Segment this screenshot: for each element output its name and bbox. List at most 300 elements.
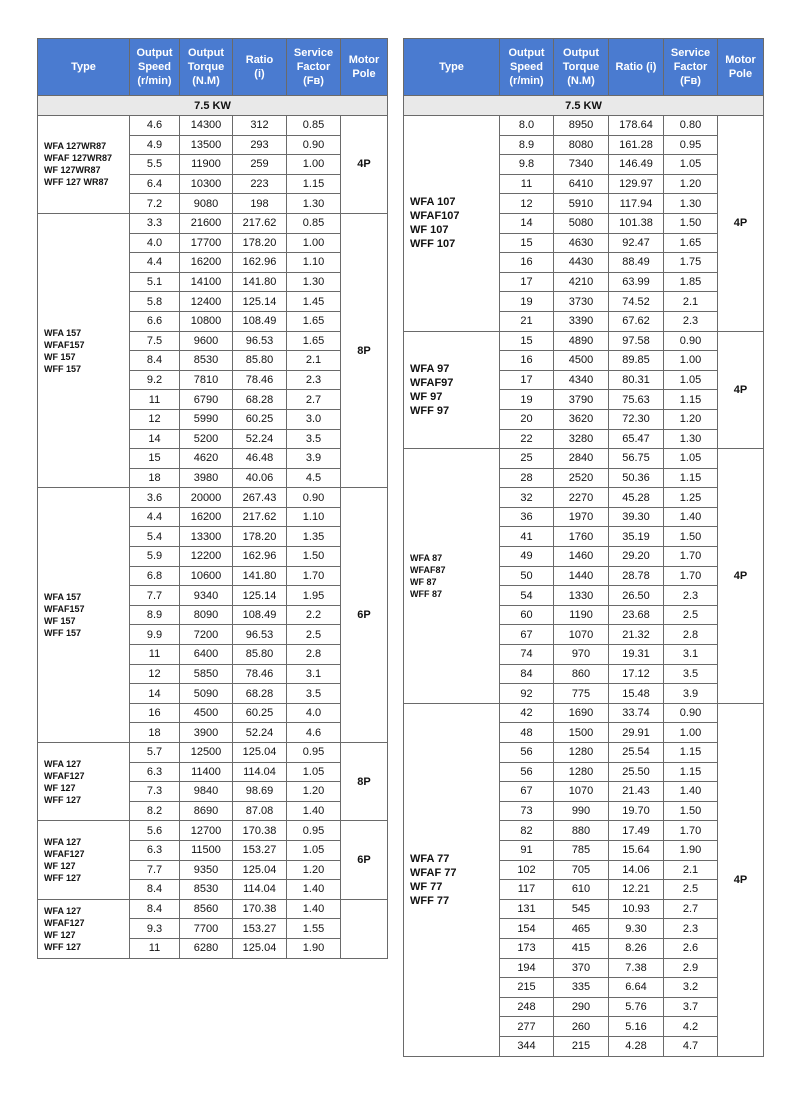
output-speed-cell: 11 [130, 938, 180, 958]
ratio-cell: 178.64 [609, 116, 664, 136]
output-torque-cell: 8560 [180, 899, 233, 919]
output-torque-cell: 21600 [180, 213, 233, 233]
output-speed-cell: 215 [500, 978, 554, 998]
output-speed-cell: 12 [130, 664, 180, 684]
service-factor-cell: 1.45 [287, 292, 341, 312]
output-torque-cell: 6400 [180, 645, 233, 665]
col-header-torque: Output Torque (N.M) [554, 39, 609, 96]
output-speed-cell: 9.8 [500, 155, 554, 175]
ratio-cell: 17.12 [609, 664, 664, 684]
model-name: WFA 127 [44, 837, 82, 848]
model-name: WFF 107 [410, 238, 456, 251]
service-factor-cell: 1.20 [664, 174, 718, 194]
service-factor-cell: 1.15 [664, 390, 718, 410]
model-type-cell [404, 116, 500, 332]
spec-table-left [37, 38, 388, 959]
ratio-cell: 46.48 [233, 449, 287, 469]
model-name: WF 127 [44, 861, 76, 872]
ratio-cell: 78.46 [233, 664, 287, 684]
output-torque-cell: 1330 [554, 586, 609, 606]
output-speed-cell: 19 [500, 390, 554, 410]
output-speed-cell: 14 [500, 213, 554, 233]
output-torque-cell: 880 [554, 821, 609, 841]
service-factor-cell: 1.25 [664, 488, 718, 508]
service-factor-cell: 1.70 [664, 566, 718, 586]
output-speed-cell: 17 [500, 272, 554, 292]
table-row [404, 116, 764, 136]
ratio-cell: 6.64 [609, 978, 664, 998]
output-torque-cell: 6790 [180, 390, 233, 410]
motor-pole-cell: 4P [718, 703, 764, 1056]
service-factor-cell: 1.05 [664, 449, 718, 469]
output-torque-cell: 3280 [554, 429, 609, 449]
ratio-cell: 129.97 [609, 174, 664, 194]
ratio-cell: 80.31 [609, 370, 664, 390]
service-factor-cell: 1.40 [664, 507, 718, 527]
service-factor-cell: 1.15 [287, 174, 341, 194]
service-factor-cell: 1.00 [287, 233, 341, 253]
service-factor-cell: 1.15 [664, 468, 718, 488]
service-factor-cell: 2.5 [664, 880, 718, 900]
model-name: WFAF127 [44, 849, 85, 860]
service-factor-cell: 1.10 [287, 507, 341, 527]
service-factor-cell: 4.6 [287, 723, 341, 743]
service-factor-cell: 2.8 [287, 645, 341, 665]
ratio-cell: 108.49 [233, 605, 287, 625]
model-name: WFA 157 [44, 327, 82, 338]
output-torque-cell: 11900 [180, 155, 233, 175]
output-speed-cell: 12 [130, 409, 180, 429]
output-torque-cell: 970 [554, 645, 609, 665]
model-name: WF 97 [410, 390, 443, 403]
output-speed-cell: 5.1 [130, 272, 180, 292]
output-torque-cell: 3620 [554, 409, 609, 429]
service-factor-cell: 1.35 [287, 527, 341, 547]
ratio-cell: 28.78 [609, 566, 664, 586]
model-name: WFAF107 [410, 210, 460, 223]
output-speed-cell: 16 [500, 253, 554, 273]
service-factor-cell: 1.15 [664, 762, 718, 782]
service-factor-cell: 1.50 [287, 547, 341, 567]
output-torque-cell: 4500 [554, 351, 609, 371]
service-factor-cell: 2.2 [287, 605, 341, 625]
output-torque-cell: 785 [554, 840, 609, 860]
ratio-cell: 52.24 [233, 723, 287, 743]
output-torque-cell: 3790 [554, 390, 609, 410]
service-factor-cell: 2.3 [287, 370, 341, 390]
output-torque-cell: 4430 [554, 253, 609, 273]
output-torque-cell: 12200 [180, 547, 233, 567]
model-type-cell [38, 899, 130, 958]
output-speed-cell: 73 [500, 801, 554, 821]
output-speed-cell: 49 [500, 547, 554, 567]
service-factor-cell: 1.05 [287, 762, 341, 782]
output-speed-cell: 4.4 [130, 253, 180, 273]
service-factor-cell: 1.40 [287, 880, 341, 900]
service-factor-cell: 3.5 [664, 664, 718, 684]
ratio-cell: 125.14 [233, 292, 287, 312]
service-factor-cell: 3.0 [287, 409, 341, 429]
output-torque-cell: 4340 [554, 370, 609, 390]
output-torque-cell: 8080 [554, 135, 609, 155]
service-factor-cell: 2.1 [664, 860, 718, 880]
output-speed-cell: 28 [500, 468, 554, 488]
output-speed-cell: 7.7 [130, 586, 180, 606]
service-factor-cell: 2.1 [664, 292, 718, 312]
table-row [404, 331, 764, 351]
motor-pole-cell: 8P [341, 743, 388, 821]
output-speed-cell: 117 [500, 880, 554, 900]
output-torque-cell: 8530 [180, 880, 233, 900]
output-torque-cell: 5990 [180, 409, 233, 429]
output-torque-cell: 290 [554, 997, 609, 1017]
service-factor-cell: 1.05 [664, 370, 718, 390]
ratio-cell: 12.21 [609, 880, 664, 900]
ratio-cell: 98.69 [233, 782, 287, 802]
output-torque-cell: 16200 [180, 507, 233, 527]
model-name: WF 77 [410, 880, 443, 893]
model-name: WFAF127 [44, 770, 85, 781]
ratio-cell: 60.25 [233, 703, 287, 723]
ratio-cell: 75.63 [609, 390, 664, 410]
output-speed-cell: 194 [500, 958, 554, 978]
service-factor-cell: 1.20 [664, 409, 718, 429]
col-header-ratio: Ratio (i) [233, 39, 287, 96]
service-factor-cell: 1.70 [287, 566, 341, 586]
model-name: WF 157 [44, 351, 76, 362]
model-name: WFF 127 [44, 941, 82, 952]
output-speed-cell: 6.3 [130, 762, 180, 782]
output-speed-cell: 14 [130, 429, 180, 449]
output-torque-cell: 5200 [180, 429, 233, 449]
output-torque-cell: 6280 [180, 938, 233, 958]
output-torque-cell: 4890 [554, 331, 609, 351]
service-factor-cell: 3.1 [287, 664, 341, 684]
ratio-cell: 52.24 [233, 429, 287, 449]
model-type-cell [404, 703, 500, 1056]
output-torque-cell: 5910 [554, 194, 609, 214]
spec-table-right [403, 38, 764, 1057]
output-torque-cell: 6410 [554, 174, 609, 194]
output-torque-cell: 705 [554, 860, 609, 880]
output-speed-cell: 8.4 [130, 351, 180, 371]
output-speed-cell: 102 [500, 860, 554, 880]
service-factor-cell: 1.00 [287, 155, 341, 175]
output-torque-cell: 775 [554, 684, 609, 704]
ratio-cell: 68.28 [233, 684, 287, 704]
service-factor-cell: 3.5 [287, 684, 341, 704]
table-row [38, 743, 388, 763]
ratio-cell: 63.99 [609, 272, 664, 292]
output-torque-cell: 2520 [554, 468, 609, 488]
ratio-cell: 33.74 [609, 703, 664, 723]
col-header-service-factor: Service Factor (Fʙ) [664, 39, 718, 96]
output-speed-cell: 36 [500, 507, 554, 527]
ratio-cell: 125.04 [233, 860, 287, 880]
output-speed-cell: 56 [500, 743, 554, 763]
service-factor-cell: 0.90 [287, 135, 341, 155]
output-speed-cell: 11 [130, 390, 180, 410]
ratio-cell: 170.38 [233, 899, 287, 919]
model-name: WFAF 127WR87 [44, 153, 113, 164]
output-torque-cell: 7700 [180, 919, 233, 939]
output-torque-cell: 9600 [180, 331, 233, 351]
output-speed-cell: 41 [500, 527, 554, 547]
output-torque-cell: 335 [554, 978, 609, 998]
service-factor-cell: 1.00 [664, 351, 718, 371]
ratio-cell: 15.48 [609, 684, 664, 704]
output-speed-cell: 56 [500, 762, 554, 782]
ratio-cell: 141.80 [233, 272, 287, 292]
output-speed-cell: 50 [500, 566, 554, 586]
ratio-cell: 35.19 [609, 527, 664, 547]
service-factor-cell: 1.95 [287, 586, 341, 606]
service-factor-cell: 4.7 [664, 1036, 718, 1056]
ratio-cell: 78.46 [233, 370, 287, 390]
output-torque-cell: 2840 [554, 449, 609, 469]
service-factor-cell: 2.6 [664, 938, 718, 958]
output-speed-cell: 32 [500, 488, 554, 508]
table-row [404, 703, 764, 723]
output-torque-cell: 4500 [180, 703, 233, 723]
output-speed-cell: 91 [500, 840, 554, 860]
model-name: WFAF 77 [410, 866, 457, 879]
service-factor-cell: 1.00 [664, 723, 718, 743]
output-speed-cell: 60 [500, 605, 554, 625]
output-speed-cell: 14 [130, 684, 180, 704]
output-torque-cell: 545 [554, 899, 609, 919]
output-speed-cell: 16 [500, 351, 554, 371]
model-name: WFF 127 [44, 873, 82, 884]
service-factor-cell: 1.65 [664, 233, 718, 253]
service-factor-cell: 1.50 [664, 213, 718, 233]
service-factor-cell: 3.7 [664, 997, 718, 1017]
model-name: WF 127WR87 [44, 165, 101, 176]
ratio-cell: 223 [233, 174, 287, 194]
output-speed-cell: 7.3 [130, 782, 180, 802]
output-speed-cell: 3.3 [130, 213, 180, 233]
ratio-cell: 312 [233, 116, 287, 136]
output-torque-cell: 3390 [554, 311, 609, 331]
table-row [38, 899, 388, 919]
ratio-cell: 17.49 [609, 821, 664, 841]
output-torque-cell: 3730 [554, 292, 609, 312]
col-header-service-factor: Service Factor (Fʙ) [287, 39, 341, 96]
output-speed-cell: 6.4 [130, 174, 180, 194]
ratio-cell: 178.20 [233, 233, 287, 253]
output-speed-cell: 7.7 [130, 860, 180, 880]
model-name: WFA 127WR87 [44, 141, 107, 152]
service-factor-cell: 2.3 [664, 586, 718, 606]
output-torque-cell: 1070 [554, 625, 609, 645]
output-torque-cell: 260 [554, 1017, 609, 1037]
output-torque-cell: 8690 [180, 801, 233, 821]
power-label: 7.5 KW [38, 96, 388, 116]
model-name: WFF 87 [410, 588, 443, 599]
service-factor-cell: 1.05 [664, 155, 718, 175]
output-torque-cell: 1280 [554, 743, 609, 763]
model-type-cell [38, 488, 130, 743]
ratio-cell: 25.50 [609, 762, 664, 782]
ratio-cell: 5.16 [609, 1017, 664, 1037]
output-torque-cell: 13300 [180, 527, 233, 547]
service-factor-cell: 0.90 [664, 331, 718, 351]
ratio-cell: 125.14 [233, 586, 287, 606]
ratio-cell: 153.27 [233, 840, 287, 860]
ratio-cell: 161.28 [609, 135, 664, 155]
output-torque-cell: 12500 [180, 743, 233, 763]
output-speed-cell: 6.8 [130, 566, 180, 586]
output-torque-cell: 465 [554, 919, 609, 939]
output-speed-cell: 74 [500, 645, 554, 665]
output-torque-cell: 7810 [180, 370, 233, 390]
model-type-cell [38, 743, 130, 821]
header-row [404, 39, 764, 96]
ratio-cell: 125.04 [233, 743, 287, 763]
ratio-cell: 10.93 [609, 899, 664, 919]
ratio-cell: 92.47 [609, 233, 664, 253]
ratio-cell: 74.52 [609, 292, 664, 312]
table-row [38, 116, 388, 136]
output-speed-cell: 82 [500, 821, 554, 841]
output-speed-cell: 5.8 [130, 292, 180, 312]
output-speed-cell: 42 [500, 703, 554, 723]
col-header-motor-pole: Motor Pole [341, 39, 388, 96]
output-speed-cell: 4.0 [130, 233, 180, 253]
model-name: WF 107 [410, 224, 449, 237]
col-header-speed: Output Speed (r/min) [130, 39, 180, 96]
output-speed-cell: 21 [500, 311, 554, 331]
output-torque-cell: 4630 [554, 233, 609, 253]
service-factor-cell: 1.30 [664, 429, 718, 449]
ratio-cell: 4.28 [609, 1036, 664, 1056]
output-speed-cell: 67 [500, 782, 554, 802]
ratio-cell: 141.80 [233, 566, 287, 586]
output-torque-cell: 415 [554, 938, 609, 958]
table-body [404, 96, 764, 1057]
output-torque-cell: 1970 [554, 507, 609, 527]
output-torque-cell: 20000 [180, 488, 233, 508]
ratio-cell: 293 [233, 135, 287, 155]
ratio-cell: 40.06 [233, 468, 287, 488]
output-speed-cell: 15 [500, 331, 554, 351]
service-factor-cell: 1.65 [287, 331, 341, 351]
model-name: WFF 157 [44, 628, 82, 639]
ratio-cell: 97.58 [609, 331, 664, 351]
output-torque-cell: 610 [554, 880, 609, 900]
output-speed-cell: 16 [130, 703, 180, 723]
output-speed-cell: 4.9 [130, 135, 180, 155]
ratio-cell: 45.28 [609, 488, 664, 508]
ratio-cell: 259 [233, 155, 287, 175]
output-speed-cell: 11 [500, 174, 554, 194]
model-type-cell [38, 821, 130, 899]
service-factor-cell: 0.90 [664, 703, 718, 723]
model-name: WF 87 [410, 576, 437, 587]
model-name: WFAF157 [44, 604, 85, 615]
service-factor-cell: 3.5 [287, 429, 341, 449]
model-name: WFF 127 WR87 [44, 177, 109, 188]
service-factor-cell: 1.15 [664, 743, 718, 763]
service-factor-cell: 0.80 [664, 116, 718, 136]
output-speed-cell: 54 [500, 586, 554, 606]
output-torque-cell: 8530 [180, 351, 233, 371]
output-torque-cell: 10300 [180, 174, 233, 194]
service-factor-cell: 0.90 [287, 488, 341, 508]
output-speed-cell: 5.5 [130, 155, 180, 175]
output-torque-cell: 9840 [180, 782, 233, 802]
ratio-cell: 9.30 [609, 919, 664, 939]
output-speed-cell: 154 [500, 919, 554, 939]
output-speed-cell: 15 [130, 449, 180, 469]
output-speed-cell: 5.7 [130, 743, 180, 763]
model-name: WF 157 [44, 616, 76, 627]
output-speed-cell: 8.4 [130, 899, 180, 919]
output-speed-cell: 344 [500, 1036, 554, 1056]
output-speed-cell: 48 [500, 723, 554, 743]
ratio-cell: 170.38 [233, 821, 287, 841]
output-speed-cell: 15 [500, 233, 554, 253]
service-factor-cell: 0.85 [287, 213, 341, 233]
output-torque-cell: 1760 [554, 527, 609, 547]
service-factor-cell: 2.8 [664, 625, 718, 645]
output-torque-cell: 12700 [180, 821, 233, 841]
table-row [38, 821, 388, 841]
motor-pole-cell: 8P [341, 213, 388, 487]
model-name: WFA 87 [410, 552, 443, 563]
output-torque-cell: 3900 [180, 723, 233, 743]
output-speed-cell: 5.6 [130, 821, 180, 841]
output-speed-cell: 12 [500, 194, 554, 214]
ratio-cell: 21.32 [609, 625, 664, 645]
model-name: WFAF97 [410, 376, 454, 389]
service-factor-cell: 2.9 [664, 958, 718, 978]
ratio-cell: 87.08 [233, 801, 287, 821]
ratio-cell: 23.68 [609, 605, 664, 625]
ratio-cell: 153.27 [233, 919, 287, 939]
service-factor-cell: 3.9 [287, 449, 341, 469]
motor-pole-cell: 6P [341, 821, 388, 899]
service-factor-cell: 1.55 [287, 919, 341, 939]
output-torque-cell: 11500 [180, 840, 233, 860]
ratio-cell: 96.53 [233, 331, 287, 351]
col-header-torque: Output Torque (N.M) [180, 39, 233, 96]
ratio-cell: 39.30 [609, 507, 664, 527]
output-speed-cell: 17 [500, 370, 554, 390]
service-factor-cell: 2.5 [664, 605, 718, 625]
service-factor-cell: 4.5 [287, 468, 341, 488]
output-torque-cell: 4210 [554, 272, 609, 292]
ratio-cell: 19.31 [609, 645, 664, 665]
ratio-cell: 72.30 [609, 409, 664, 429]
ratio-cell: 217.62 [233, 507, 287, 527]
model-name: WFF 157 [44, 363, 82, 374]
output-torque-cell: 7200 [180, 625, 233, 645]
output-speed-cell: 18 [130, 468, 180, 488]
output-speed-cell: 277 [500, 1017, 554, 1037]
output-speed-cell: 8.9 [130, 605, 180, 625]
model-name: WFA 77 [410, 852, 450, 865]
output-torque-cell: 215 [554, 1036, 609, 1056]
model-name: WFAF127 [44, 917, 85, 928]
output-speed-cell: 19 [500, 292, 554, 312]
service-factor-cell: 4.0 [287, 703, 341, 723]
motor-pole-cell: 4P [718, 116, 764, 332]
ratio-cell: 65.47 [609, 429, 664, 449]
output-speed-cell: 8.2 [130, 801, 180, 821]
service-factor-cell: 1.10 [287, 253, 341, 273]
ratio-cell: 29.91 [609, 723, 664, 743]
